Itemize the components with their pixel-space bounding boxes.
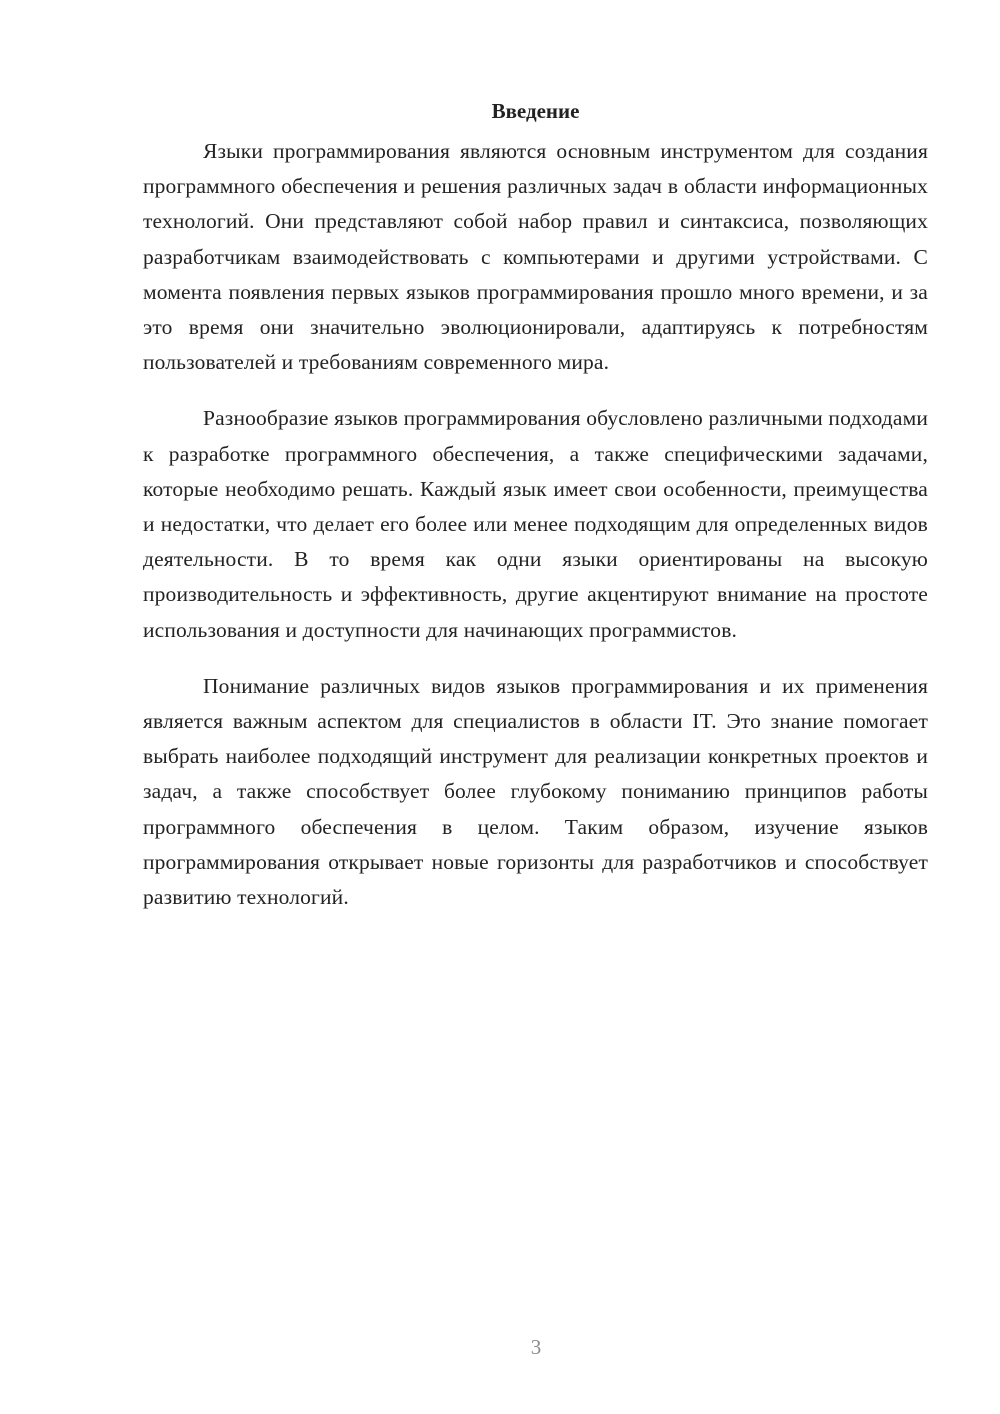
paragraph-1: Языки программирования являются основным инструментом для создания программного обеспечения и решения различных задач в области информационных технологий. Они представляют собой набор правил и синтаксиса, позволяющих разработчикам взаимодействовать с компьютерами и другими устройствами. С момента появления первых языков программирования прошло много времени, и за это время они значительно эволюционировали, адаптируясь к потребностям пользователей и требованиям современного мира. [143,139,928,375]
paragraph-3: Понимание различных видов языков программирования и их применения является важным аспектом для специалистов в области IT. Это знание помогает выбрать наиболее подходящий инструмент для реализации конкретных проектов и задач, а также способствует более глубокому пониманию принципов работы программного обеспечения в целом. Таким образом, изучение языков программирования открывает новые горизонты для разработчиков и способствует развитию технологий. [143,673,928,910]
page-number: 3 [530,1335,542,1359]
paragraph-2: Разнообразие языков программирования обусловлено различными подходами к разработке программного обеспечения, а также специфическими задачами, которые необходимо решать. Каждый язык имеет свои особенности, преимущества и недостатки, что делает его более или менее подходящим для определенных видов деятельности. В то время как одни языки ориентированы на высокую производительность и эффективность, другие акцентируют внимание на простоте использования и доступности для начинающих программистов. [143,406,928,642]
page-content [143,92,928,936]
section-heading: Введение [491,99,580,123]
